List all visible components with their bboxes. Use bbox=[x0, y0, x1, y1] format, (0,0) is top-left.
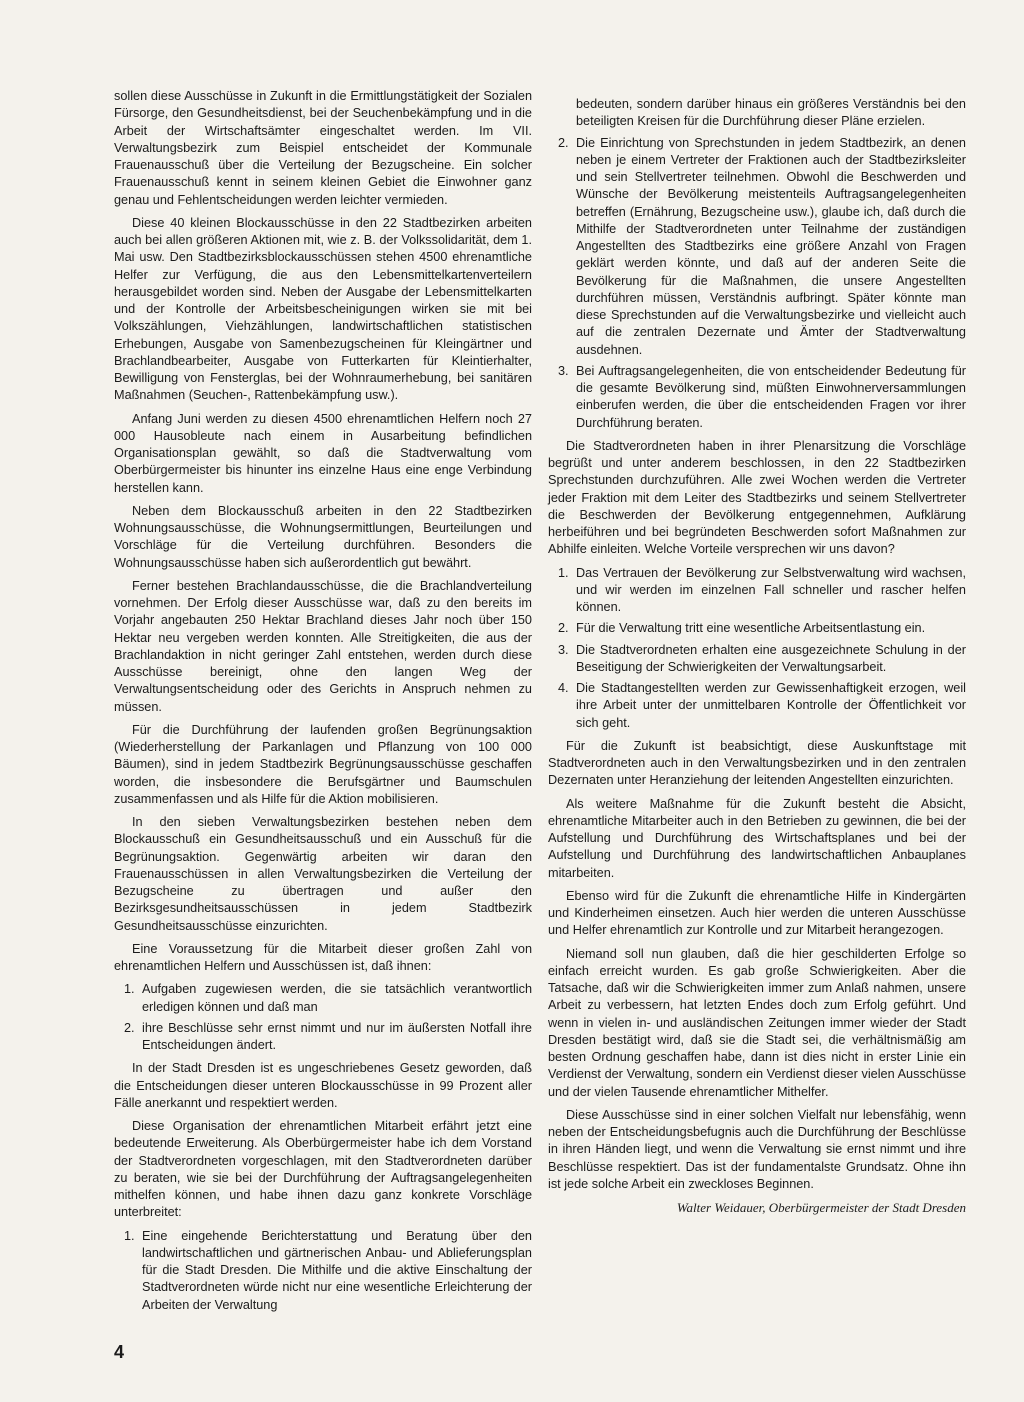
paragraph: Anfang Juni werden zu diesen 4500 ehrenamtlichen Helfern noch 27 000 Hausobleute nach einem in Ausarbeitung befindlichen Organisationsplan gewählt, so daß die Stadtverwaltung vom Oberbürgermeister bis hinunter ins einzelne Haus eine enge Verbindung herstellen kann. bbox=[114, 411, 532, 495]
list-item-text: Die Stadtangestellten werden zur Gewissenhaftigkeit erzogen, weil ihre Arbeit unter der unmittelbaren Kontrolle der Öffentlichkeit vor sich geht. bbox=[576, 681, 966, 730]
paragraph: Diese Ausschüsse sind in einer solchen Vielfalt nur lebensfähig, wenn neben der Entscheidungsbefugnis auch die Durchführung der Beschlüsse in ihren Händen liegt, und wenn die Verwaltung sie ernst nimmt und ihre Beschlüsse respektiert. Das ist der fundamentalste Grundsatz. Ohne ihn ist jede solche Arbeit ein zweckloses Beginnen. bbox=[548, 1107, 966, 1191]
list-item bbox=[114, 1228, 532, 1314]
left-column bbox=[114, 88, 532, 1320]
list-number: 2. bbox=[124, 1020, 135, 1035]
list-item bbox=[548, 680, 966, 732]
numbered-list bbox=[114, 1228, 532, 1314]
paragraph: Niemand soll nun glauben, daß die hier geschilderten Erfolge so einfach erreicht wurden. Es gab große Schwierigkeiten. Aber die Tatsache, daß wir die Schwierigkeiten immer zum Anlaß nahmen, unsere Arbeit zu verbessern, hat letzten Endes doch zum Erfolg geführt. Und wenn in vielen in- und ausländischen Zeitungen immer wieder der Stadt Dresden bestätigt wird, daß sie die Stadt sei, die verhältnismäßig am besten Ordnung geschaffen habe, dann ist dies nicht in erster Linie ein Verdienst der Verwaltung, sondern ein Verdienst dieser vielen Ausschüsse und der vielen Tausende ehrenamtlicher Mithelfer. bbox=[548, 946, 966, 1099]
list-number: 2. bbox=[558, 135, 569, 150]
list-item-text: Bei Auftragsangelegenheiten, die von entscheidender Bedeutung für die gesamte Bevölkerung sind, müßten Einwohnerversammlungen einberufen werden, die über die entscheidenden Fragen vor ihrer Durchführung beraten. bbox=[576, 363, 966, 430]
list-item bbox=[548, 620, 966, 637]
paragraph: Für die Durchführung der laufenden großen Begrünungsaktion (Wiederherstellung der Parkanlagen und Pflanzung von 100 000 Bäumen), sind in jedem Stadtbezirk Begrünungsausschüsse geschaffen worden, die insbesondere die Berufsgärtner und Baumschulen zusammenfassen und als Hilfe für die Aktion mobilisieren. bbox=[114, 722, 532, 806]
list-item bbox=[548, 642, 966, 677]
paragraph: Die Stadtverordneten haben in ihrer Plenarsitzung die Vorschläge begrüßt und unter anderem beschlossen, in den 22 Stadtbezirken Sprechstunden durchzuführen. Alle zwei Wochen werden die Vertreter jeder Fraktion mit dem Leiter des Stadtbezirks und seinem Stellvertreter die Beschwerden der Bevölkerung entgegennehmen, Aufklärung herbeiführen und bei begründeten Beschwerden sofort Maßnahmen zur Abhilfe einleiten. Welche Vorteile versprechen wir uns davon? bbox=[548, 438, 966, 557]
list-number: 1. bbox=[558, 565, 569, 580]
list-number: 2. bbox=[558, 621, 569, 636]
author-signature: Walter Weidauer, Oberbürgermeister der Stadt Dresden bbox=[676, 1200, 966, 1215]
list-item bbox=[548, 363, 966, 432]
paragraph: Diese Organisation der ehrenamtlichen Mitarbeit erfährt jetzt eine bedeutende Erweiterung. Als Oberbürgermeister habe ich dem Vorstand der Stadtverordneten vorgeschlagen, mit den Stadtverordneten darüber zu beraten, wie sie bei der Durchführung der Auftragsangelegenheiten mithelfen können, und habe ihnen dazu ganz konkrete Vorschläge unterbreitet: bbox=[114, 1119, 532, 1220]
list-item bbox=[548, 135, 966, 359]
list-item-text: ihre Beschlüsse sehr ernst nimmt und nur im äußersten Notfall ihre Entscheidungen ändert. bbox=[142, 1020, 532, 1052]
page-number: 4 bbox=[114, 1342, 125, 1362]
list-item-text: bedeuten, sondern darüber hinaus ein größeres Verständnis bei den beteiligten Kreisen für die Durchführung dieser Pläne erzielen. bbox=[576, 97, 966, 129]
list-item bbox=[114, 1020, 532, 1055]
paragraph: Für die Zukunft ist beabsichtigt, diese Auskunftstage mit Stadtverordneten auch in den Verwaltungsbezirken und in den zentralen Dezernaten unter Heranziehung der leitenden Angestellten einzurichten. bbox=[548, 738, 966, 788]
list-item-text: Die Einrichtung von Sprechstunden in jedem Stadtbezirk, an denen neben je einem Vertreter der Fraktionen auch der Stadtbezirksleiter und sein Stellvertreter teilnehmen. Obwohl die Beschwerden und Wünsche der Bevölkerung meistenteils Auftragsangelegenheiten betreffen (Ernährung, Bezugscheine usw.), glaube ich, daß durch die Mithilfe der Stadtverordneten unter Teilnahme der zuständigen Angestellten des Stadtbezirks eine größere Anzahl von Fragen geklärt werden könnte, und daß auf der anderen Seite die Bevölkerung für die Maßnahmen, die unsere Angestellten durchführen müssen, Verständnis aufbringt. Später könnte man diese Sprechstunden auf die Verwaltungsbezirke und vielleicht auch auf die zentralen Dezernate und Ämter der Stadtverwaltung ausdehnen. bbox=[576, 135, 966, 357]
list-number: 4. bbox=[558, 681, 569, 695]
list-item-text: Eine eingehende Berichterstattung und Beratung über den landwirtschaftlichen und gärtnerischen Anbau- und Ablieferungsplan für die Stadt Dresden. Die Mithilfe und die aktive Einschaltung der Stadtverordneten würde nicht nur eine wesentliche Erleichterung der Arbeiten der Verwaltung bbox=[142, 1228, 532, 1312]
paragraph: Als weitere Maßnahme für die Zukunft besteht die Absicht, ehrenamtliche Mitarbeiter auch in den Betrieben zu gewinnen, die bei der Aufstellung und Durchführung des Wirtschaftsplanes und bei der Aufstellung und Durchführung des landwirtschaftlichen Anbauplanes mitarbeiten. bbox=[548, 796, 966, 880]
paragraph: Ebenso wird für die Zukunft die ehrenamtliche Hilfe in Kindergärten und Kinderheimen einsetzen. Auch hier werden die unteren Ausschüsse und Helfer ehrenamtlich zur Kontrolle und zur Mitarbeit herangezogen. bbox=[548, 888, 966, 938]
list-item-text: Für die Verwaltung tritt eine wesentliche Arbeitsentlastung ein. bbox=[576, 621, 926, 636]
list-number: 3. bbox=[558, 363, 569, 378]
list-item bbox=[548, 565, 966, 617]
list-item bbox=[114, 981, 532, 1016]
paragraph: Neben dem Blockausschuß arbeiten in den 22 Stadtbezirken Wohnungsausschüsse, die Wohnungsermittlungen, Beurteilungen und Vorschläge für die Verteilung durchführen. Besonders die Wohnungsausschüsse haben sich außerordentlich gut bewährt. bbox=[114, 503, 532, 570]
paragraph: Eine Voraussetzung für die Mitarbeit dieser großen Zahl von ehrenamtlichen Helfern und Ausschüssen ist, daß ihnen: bbox=[114, 941, 532, 973]
list-item-continuation bbox=[548, 96, 966, 131]
list-number: 1. bbox=[124, 1228, 135, 1243]
right-column bbox=[548, 96, 966, 1216]
list-number: 1. bbox=[124, 982, 135, 997]
paragraph: In der Stadt Dresden ist es ungeschriebenes Gesetz geworden, daß die Entscheidungen dieser unteren Blockausschüsse in 99 Prozent aller Fälle anerkannt und respektiert werden. bbox=[114, 1061, 532, 1110]
list-number: 3. bbox=[558, 642, 569, 657]
paragraph: sollen diese Ausschüsse in Zukunft in die Ermittlungstätigkeit der Sozialen Fürsorge, den Gesundheitsdienst, bei der Seuchenbekämpfung und in die Arbeit der Wirtschaftsämter eingeschaltet werden. Im VII. Verwaltungsbezirk zum Beispiel entscheidet der Kommunale Frauenausschuß über die Verteilung der Bezugscheine. Ein solcher Frauenausschuß kennt in seinem kleinen Gebiet die Einwohner ganz genau und Fehlentscheidungen werden leichter vermieden. bbox=[114, 89, 532, 207]
paragraph: In den sieben Verwaltungsbezirken bestehen neben dem Blockausschuß ein Gesundheitsausschuß und ein Ausschuß für die Begrünungsaktion. Gegenwärtig arbeiten wir daran den Frauenausschüssen in allen Verwaltungsbezirken die Verteilung der Bezugscheine zu übertragen und außer den Bezirksgesundheitsausschüssen in jedem Stadtbezirk Gesundheitsausschüsse einzurichten. bbox=[114, 815, 532, 933]
list-item-text: Das Vertrauen der Bevölkerung zur Selbstverwaltung wird wachsen, und wir werden im einzelnen Fall schneller und rascher helfen können. bbox=[576, 565, 966, 614]
numbered-list bbox=[548, 96, 966, 432]
list-item-text: Die Stadtverordneten erhalten eine ausgezeichnete Schulung in der Beseitigung der Schwierigkeiten der Verwaltungsarbeit. bbox=[576, 642, 966, 674]
numbered-list bbox=[548, 565, 966, 732]
numbered-list bbox=[114, 981, 532, 1054]
list-item-text: Aufgaben zugewiesen werden, die sie tatsächlich verantwortlich erledigen können und daß man bbox=[142, 982, 532, 1014]
paragraph: Diese 40 kleinen Blockausschüsse in den 22 Stadtbezirken arbeiten auch bei allen größeren Aktionen mit, wie z. B. der Volkssolidarität, dem 1. Mai usw. Den Stadtbezirksblockausschüssen stehen 4500 ehrenamtliche Helfer zur Verfügung, die aus den Lebensmittelkartenverteilern herausgebildet worden sind. Neben der Ausgabe der Lebensmittelkarten und der Kontrolle der Arbeitsbescheinigungen wirken sie mit bei Volkszählungen, Viehzählungen, landwirtschaftlichen statistischen Erhebungen, Ausgabe von Samenbezugscheinen für Kleingärtner und Brachlandbearbeiter, Ausgabe von Futterkarten für Kleintierhalter, Bewilligung von Fensterglas, bei der Wohnraumerhebung, bei sanitären Maßnahmen (Seuchen-, Rattenbekämpfung usw.). bbox=[114, 215, 532, 403]
paragraph: Ferner bestehen Brachlandausschüsse, die die Brachlandverteilung vornehmen. Der Erfolg dieser Ausschüsse war, daß zu den bereits im Vorjahr angebauten 250 Hektar Brachland dieses Jahr noch über 150 Hektar neu vergeben werden konnten. Alle Streitigkeiten, die aus der Brachlandaktion in nicht geringer Zahl entstehen, werden durch diese Ausschüsse bereinigt, ohne den langen Weg der Verwaltungsentscheidung oder des Gerichts in Anspruch nehmen zu müssen. bbox=[114, 578, 532, 714]
